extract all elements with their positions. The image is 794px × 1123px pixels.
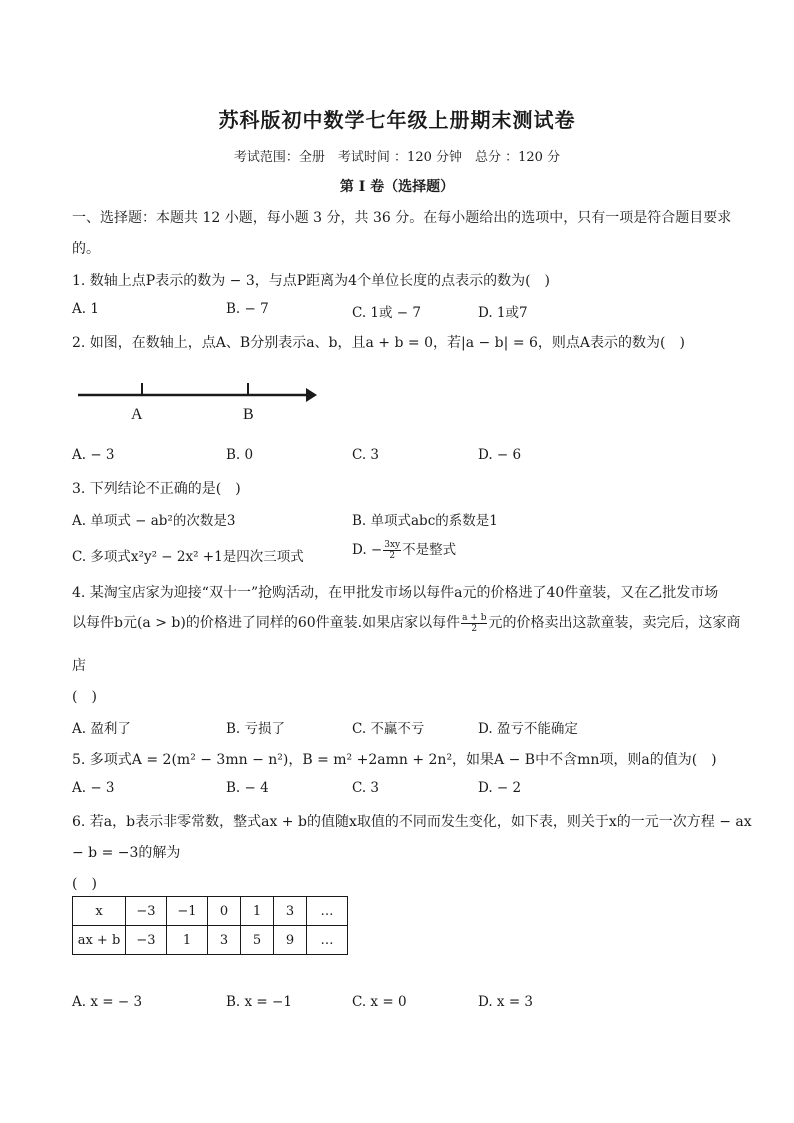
table-cell: 3 — [274, 897, 307, 926]
table-cell: 0 — [208, 897, 241, 926]
q3-fraction-numerator: 3xy — [384, 540, 401, 550]
q1-option-c: C. 1或 − 7 — [352, 305, 422, 321]
q4-stem-line2 — [72, 612, 740, 634]
q4-stem-line3: 店 — [72, 658, 86, 674]
q4-option-d: D. 盈亏不能确定 — [478, 721, 578, 737]
q4-option-a: A. 盈利了 — [72, 721, 131, 737]
q5-option-d: D. − 2 — [478, 780, 522, 796]
table-cell: 9 — [274, 926, 307, 955]
q6-option-c: C. x = 0 — [352, 994, 407, 1010]
q1-option-d: D. 1或7 — [478, 305, 528, 321]
q3-option-c: C. 多项式x²y² − 2x² +1是四次三项式 — [72, 549, 304, 565]
table-cell: −3 — [126, 897, 167, 926]
q6-option-b: B. x = −1 — [226, 994, 292, 1010]
table-cell: 3 — [208, 926, 241, 955]
q4-price-fraction — [461, 613, 487, 634]
label-b: B — [243, 406, 254, 423]
q6-stem-line3: ( ) — [72, 876, 97, 892]
section-intro-line1: 一、选择题：本题共 12 小题，每小题 3 分，共 36 分。在每小题给出的选项中，只有一项是符合题目要求 — [72, 210, 732, 226]
q4-option-c: C. 不赢不亏 — [352, 721, 425, 737]
q2-option-c: C. 3 — [352, 447, 380, 463]
q4-option-b: B. 亏损了 — [226, 721, 286, 737]
number-line-figure — [74, 378, 324, 428]
q2-stem: 2. 如图，在数轴上，点A、B分别表示a、b，且a + b = 0，若|a − b| = 6，则点A表示的数为( ) — [72, 335, 685, 351]
q4-fraction-denominator: 2 — [471, 623, 478, 634]
q3-fraction-denominator: 2 — [389, 551, 396, 561]
table-cell: x — [73, 897, 126, 926]
q4-stem-line2-end: 元的价格卖出这款童装，卖完后，这家商 — [488, 615, 741, 631]
table-cell: 1 — [241, 897, 274, 926]
q4-fraction-numerator: a + b — [462, 612, 487, 623]
number-line-arrow — [306, 388, 317, 402]
table-cell: … — [307, 926, 348, 955]
q2-option-d: D. − 6 — [478, 447, 522, 463]
table-cell: 5 — [241, 926, 274, 955]
label-a: A — [131, 406, 143, 423]
q3-option-d — [352, 538, 456, 561]
q6-stem-line1: 6. 若a，b表示非零常数，整式ax + b的值随x取值的不同而发生变化，如下表，则关于x的一元一次方程 − ax — [72, 814, 752, 830]
table-cell: ax + b — [73, 926, 126, 955]
table-row — [73, 926, 348, 955]
q5-option-a: A. − 3 — [72, 780, 115, 796]
exam-title: 苏科版初中数学七年级上册期末测试卷 — [218, 108, 576, 132]
q6-option-a: A. x = − 3 — [72, 994, 143, 1010]
q3-option-d-fraction — [383, 540, 401, 561]
q4-stem-line2-start: 以每件b元(a > b)的价格进了同样的60件童装.如果店家以每件 — [72, 615, 461, 631]
q1-option-a: A. 1 — [72, 301, 99, 317]
q5-option-c: C. 3 — [352, 780, 380, 796]
q4-stem-line1: 4. 某淘宝店家为迎接“双十一”抢购活动，在甲批发市场以每件a元的价格进了40件童装，又在乙批发市场 — [72, 585, 719, 601]
q5-option-b: B. − 4 — [226, 780, 269, 796]
q3-option-d-prefix: D. − — [352, 542, 383, 558]
q2-option-a: A. − 3 — [72, 447, 115, 463]
part-title: 第 I 卷（选择题） — [339, 179, 455, 195]
table-cell: … — [307, 897, 348, 926]
q1-stem: 1. 数轴上点P表示的数为 − 3，与点P距离为4个单位长度的点表示的数为( ) — [72, 273, 551, 289]
value-table — [72, 896, 348, 955]
exam-info: 考试范围：全册 考试时间 ：120 分钟 总分 ：120 分 — [233, 150, 561, 165]
q3-option-b: B. 单项式abc的系数是1 — [352, 513, 498, 529]
q5-stem: 5. 多项式A = 2(m² − 3mn − n²)，B = m² +2amn + 2n²，如果A − B中不含mn项，则a的值为( ) — [72, 752, 717, 768]
q1-option-b: B. − 7 — [226, 301, 269, 317]
q6-option-d: D. x = 3 — [478, 994, 534, 1010]
table-cell: −1 — [167, 897, 208, 926]
q4-stem-line4: ( ) — [72, 689, 97, 705]
q3-option-d-suffix: 不是整式 — [402, 542, 457, 558]
table-cell: −3 — [126, 926, 167, 955]
q3-stem: 3. 下列结论不正确的是( ) — [72, 481, 241, 497]
table-row — [73, 897, 348, 926]
q3-option-a: A. 单项式 − ab²的次数是3 — [72, 513, 236, 529]
q6-stem-line2: − b = −3的解为 — [72, 845, 181, 861]
section-intro-line2: 的。 — [72, 241, 100, 257]
q2-option-b: B. 0 — [226, 447, 254, 463]
table-cell: 1 — [167, 926, 208, 955]
